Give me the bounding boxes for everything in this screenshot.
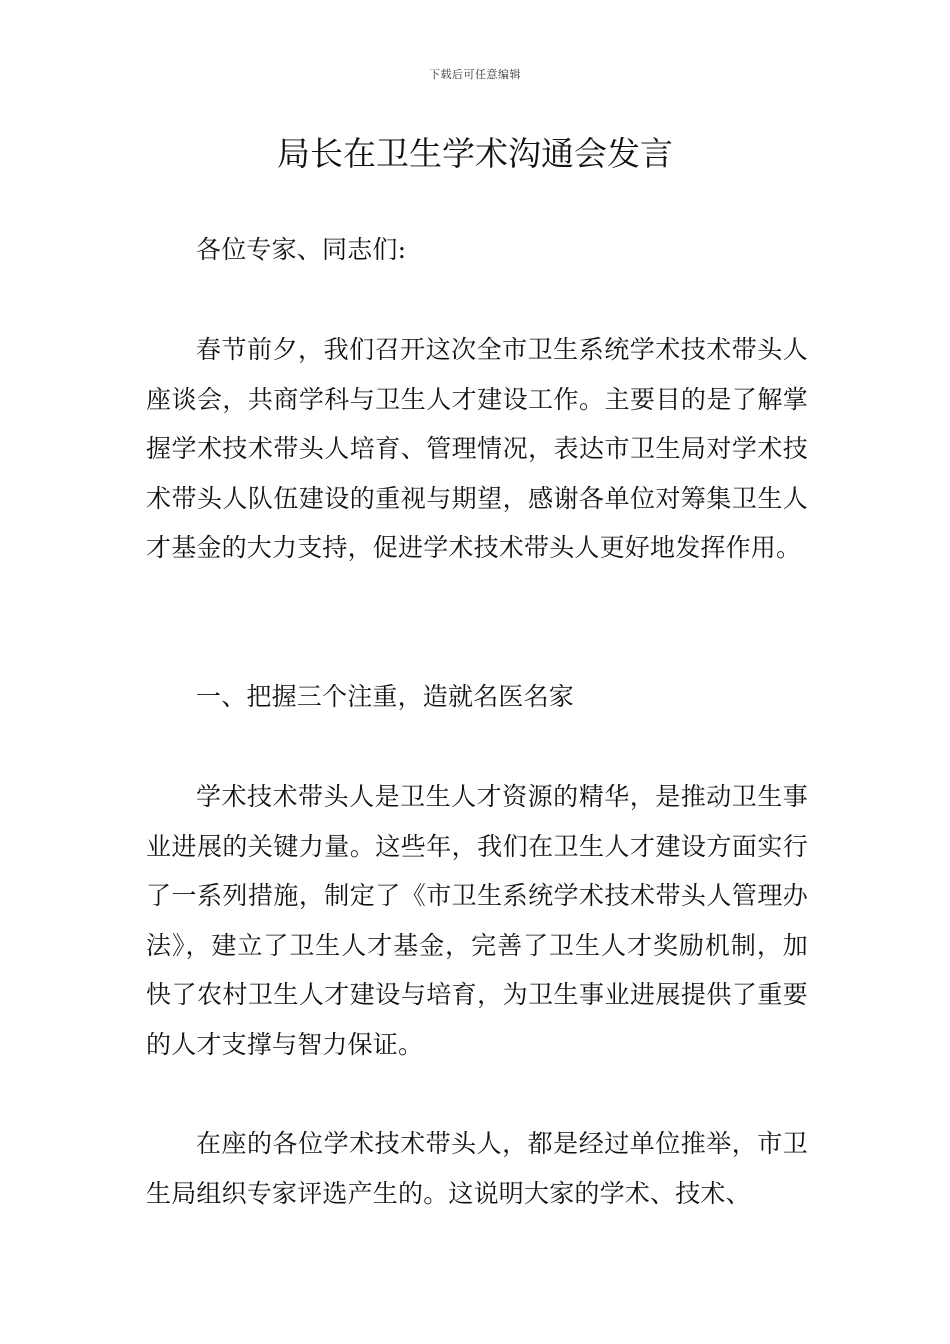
section-heading-1: 一、把握三个注重，造就名医名家 [196,682,575,711]
paragraph-section-1-a: 学术技术带头人是卫生人才资源的精华，是推动卫生事业进展的关键力量。这些年，我们在卫生人才建设方面实行了一系列措施，制定了《市卫生系统学术技术带头人管理办法》，建立了卫生人才基金，完善了卫生人才奖励机制，加快了农村卫生人才建设与培育，为卫生事业进展提供了重要的人才支撑与智力保证。 [146,782,808,1059]
paragraph-intro: 春节前夕，我们召开这次全市卫生系统学术技术带头人座谈会，共商学科与卫生人才建设工作。主要目的是了解掌握学术技术带头人培育、管理情况，表达市卫生局对学术技术带头人队伍建设的重视与期望，感谢各单位对筹集卫生人才基金的大力支持，促进学术技术带头人更好地发挥作用。 [146,335,808,562]
header-note: 下载后可任意编辑 [429,68,521,81]
salutation: 各位专家、同志们: [196,235,407,264]
document-title: 局长在卫生学术沟通会发言 [277,134,673,173]
paragraph-section-1-b: 在座的各位学术技术带头人，都是经过单位推举，市卫生局组织专家评选产生的。这说明大家的学术、技术、 [146,1129,808,1208]
